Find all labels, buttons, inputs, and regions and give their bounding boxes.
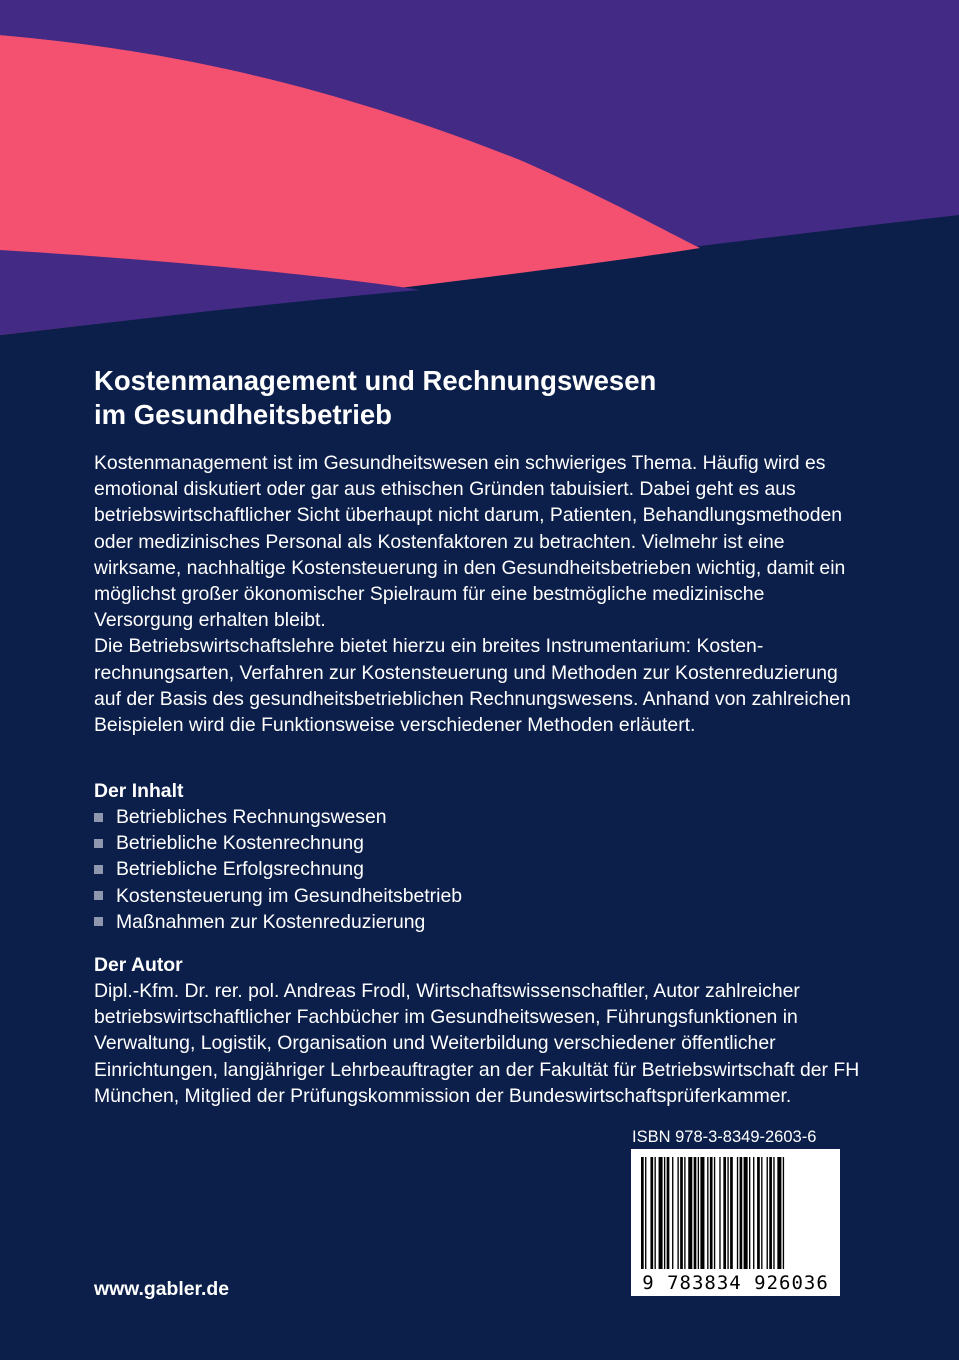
description-paragraph-1: Kostenmanagement ist im Gesundheitswesen ein schwieriges Thema. Häufig wird es emotional diskutiert oder gar aus ethischen Gründen tabuisiert. Dabei geht es aus betriebswirtschaftlicher Sicht überhaupt nicht darum, Patienten, Behandlungsmethoden oder medizinisches Personal als Kostenfaktoren zu betrachten. Vielmehr ist eine wirksame, nachhaltige Kostensteuerung in den Gesundheitsbetrieben wichtig, damit ein möglichst großer ökonomischer Spielraum für eine bestmögliche medizinische Versorgung erhalten bleibt. bbox=[94, 452, 846, 632]
book-description bbox=[94, 450, 864, 738]
contents-list-item: Betriebliche Kostenrechnung bbox=[94, 830, 864, 856]
barcode-bar bbox=[650, 1157, 653, 1269]
barcode-bar bbox=[664, 1157, 665, 1269]
isbn-label: ISBN 978-3-8349-2603-6 bbox=[632, 1128, 817, 1146]
author-bio: Dipl.-Kfm. Dr. rer. pol. Andreas Frodl, Wirtschaftswissenschaftler, Autor zahlreicher betriebswirtschaftlicher Fachbücher im Gesundheitswesen, Führungsfunktionen in Verwaltung, Logistik, Organisation und Weiterbildung verschiedener öffentlicher Einrichtungen, langjähriger Lehrbeauftragter an der Fakultät für Betriebswirtschaft der FH München, Mitglied der Prüfungskommission der Bundeswirtschaftsprüferkammer. bbox=[94, 980, 860, 1107]
barcode-bar bbox=[727, 1157, 728, 1269]
barcode-bar bbox=[777, 1157, 781, 1269]
barcode-bar bbox=[723, 1157, 726, 1269]
publisher-website: www.gabler.de bbox=[94, 1278, 230, 1300]
book-title-line-1: Kostenmanagement und Rechnungswesen bbox=[94, 365, 657, 396]
barcode-bar bbox=[688, 1157, 692, 1269]
barcode-bar bbox=[677, 1157, 678, 1269]
square-bullet-icon bbox=[94, 917, 103, 926]
barcode bbox=[631, 1149, 840, 1296]
contents-list-item: Kostensteuerung im Gesundheitsbetrieb bbox=[94, 883, 864, 909]
barcode-bar bbox=[684, 1157, 685, 1269]
square-bullet-icon bbox=[94, 891, 103, 900]
barcode-bar bbox=[710, 1157, 713, 1269]
contents-section bbox=[94, 778, 864, 935]
barcode-bar bbox=[672, 1157, 673, 1269]
barcode-bar bbox=[667, 1157, 670, 1269]
barcode-bar bbox=[730, 1157, 733, 1269]
book-title-line-2: im Gesundheitsbetrieb bbox=[94, 399, 392, 430]
barcode-bar bbox=[740, 1157, 743, 1269]
barcode-bar bbox=[761, 1157, 762, 1269]
author-section bbox=[94, 952, 864, 1109]
contents-heading: Der Inhalt bbox=[94, 780, 184, 802]
book-title bbox=[94, 364, 864, 432]
barcode-bar bbox=[700, 1157, 704, 1269]
barcode-bar bbox=[773, 1157, 774, 1269]
barcode-bar bbox=[737, 1157, 738, 1269]
barcode-bar bbox=[783, 1157, 784, 1269]
barcode-bar bbox=[757, 1157, 760, 1269]
decorative-wave-banner bbox=[0, 0, 959, 345]
barcode-bar bbox=[655, 1157, 656, 1269]
author-heading: Der Autor bbox=[94, 954, 183, 976]
contents-list-item: Betriebliches Rechnungswesen bbox=[94, 804, 864, 830]
barcode-bar bbox=[714, 1157, 715, 1269]
barcode-bar bbox=[645, 1157, 646, 1269]
barcode-bar bbox=[641, 1157, 644, 1269]
contents-list-item: Betriebliche Erfolgsrechnung bbox=[94, 856, 864, 882]
contents-list-item: Maßnahmen zur Kostenreduzierung bbox=[94, 909, 864, 935]
contents-list bbox=[94, 804, 864, 935]
barcode-digits: 9 783834 926036 bbox=[642, 1272, 829, 1294]
barcode-bar bbox=[769, 1157, 772, 1269]
barcode-bar bbox=[719, 1157, 720, 1269]
square-bullet-icon bbox=[94, 813, 103, 822]
barcode-bar bbox=[753, 1157, 754, 1269]
barcode-bar bbox=[680, 1157, 683, 1269]
square-bullet-icon bbox=[94, 839, 103, 848]
square-bullet-icon bbox=[94, 865, 103, 874]
barcode-bar bbox=[698, 1157, 699, 1269]
barcode-bar bbox=[767, 1157, 768, 1269]
barcode-bar bbox=[694, 1157, 697, 1269]
barcode-bar bbox=[749, 1157, 750, 1269]
barcode-bar bbox=[659, 1157, 663, 1269]
barcode-bar bbox=[707, 1157, 708, 1269]
barcode-bar bbox=[744, 1157, 748, 1269]
description-paragraph-2: Die Betriebswirtschaftslehre bietet hierzu ein breites Instrumentarium: Kostenrechnungsarten, Verfahren zur Kostensteuerung und Methoden zur Kostenreduzierung auf der Basis des gesundheitsbetrieblichen Rechnungswesens. Anhand von zahlreichen Beispielen wird die Funktionsweise verschiedener Methoden erläutert. bbox=[94, 635, 851, 737]
